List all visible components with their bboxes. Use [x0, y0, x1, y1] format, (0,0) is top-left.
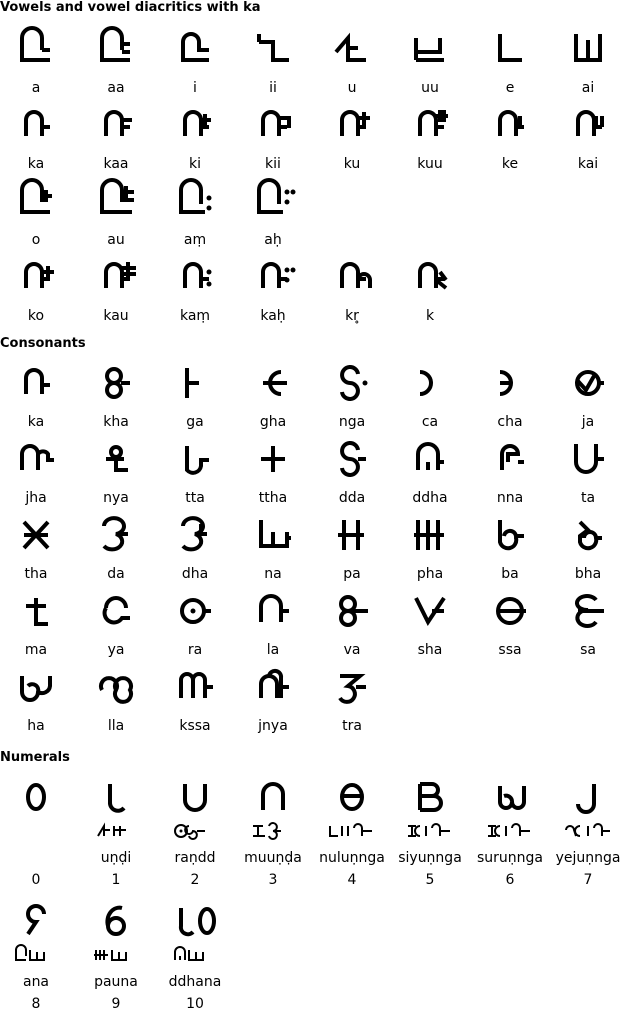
letter-label: aa: [107, 80, 125, 96]
letter-label: ddha: [412, 490, 448, 506]
letter-label: ka: [27, 414, 45, 430]
numeral-word-glyph-icon: [159, 944, 231, 964]
letter-cell: [0, 668, 72, 734]
glyph-ii-icon: [237, 30, 309, 70]
letter-label: ca: [421, 414, 439, 430]
letter-label: ai: [581, 80, 595, 96]
letter-label: jha: [25, 490, 47, 506]
numeral-digit: 4: [347, 872, 357, 888]
letter-cell: [80, 516, 152, 582]
letter-cell: [159, 516, 231, 582]
letter-label: kau: [103, 308, 129, 324]
letter-cell: [80, 440, 152, 506]
letter-cell: [0, 902, 72, 1010]
letter-cell: [474, 516, 546, 582]
letter-label: kssa: [179, 718, 211, 734]
letter-label: kaṃ: [179, 308, 211, 324]
letter-cell: [80, 778, 152, 886]
glyph-ja-icon: [552, 364, 622, 404]
letter-cell: [316, 106, 388, 172]
numeral-word-glyph-icon: [237, 820, 309, 840]
letter-cell: [0, 30, 72, 96]
numeral-digit: 7: [583, 872, 593, 888]
letter-label: tha: [24, 566, 48, 582]
letter-label: ja: [581, 414, 595, 430]
glyph-ga-icon: [159, 364, 231, 404]
letter-cell: [80, 592, 152, 658]
letter-label: kaḥ: [260, 308, 286, 324]
letter-label: kr̥: [345, 308, 359, 324]
letter-label: sa: [580, 642, 596, 658]
glyph-kha-icon: [80, 364, 152, 404]
glyph-ssa-icon: [474, 592, 546, 632]
glyph-tra-icon: [316, 668, 388, 708]
numeral-word-glyph-icon: [80, 820, 152, 840]
letter-cell: [0, 258, 72, 324]
glyph-nga-icon: [316, 364, 388, 404]
glyph-i-icon: [159, 30, 231, 70]
letter-label: lla: [107, 718, 125, 734]
glyph-ta-icon: [552, 440, 622, 480]
letter-cell: [474, 364, 546, 430]
numeral-digit: 10: [186, 996, 204, 1012]
numeral-digit: 5: [425, 872, 435, 888]
letter-cell: [0, 364, 72, 430]
letter-cell: [0, 440, 72, 506]
letter-cell: [394, 30, 466, 96]
glyph-n1-icon: [80, 778, 152, 818]
letter-cell: [0, 778, 72, 886]
letter-label: dda: [338, 490, 366, 506]
letter-label: siyuṇnga: [398, 850, 462, 866]
numeral-digit: 3: [268, 872, 278, 888]
letter-label: ssa: [498, 642, 522, 658]
glyph-kuu-icon: [394, 106, 466, 146]
glyph-n7-icon: [552, 778, 622, 818]
letter-cell: [394, 364, 466, 430]
glyph-uu-icon: [394, 30, 466, 70]
glyph-pa-icon: [316, 516, 388, 556]
letter-label: va: [343, 642, 361, 658]
letter-label: raṇdd: [174, 850, 216, 866]
heading-consonants: Consonants: [0, 336, 86, 351]
glyph-ha-icon: [0, 668, 72, 708]
letter-label: ka: [27, 156, 45, 172]
letter-cell: [474, 440, 546, 506]
glyph-kr-icon: [316, 258, 388, 298]
numeral-word-glyph-icon: [80, 944, 152, 964]
letter-label: kha: [103, 414, 129, 430]
glyph-n6-icon: [474, 778, 546, 818]
letter-label: uu: [421, 80, 439, 96]
glyph-n5-icon: [394, 778, 466, 818]
letter-label: ttha: [258, 490, 288, 506]
numeral-digit: 2: [190, 872, 200, 888]
numeral-word-glyph-icon: [159, 820, 231, 840]
letter-cell: [552, 440, 622, 506]
glyph-o-icon: [0, 182, 72, 222]
glyph-dha-icon: [159, 516, 231, 556]
glyph-n8-icon: [0, 902, 72, 942]
letter-cell: [159, 778, 231, 886]
letter-label: kuu: [417, 156, 443, 172]
letter-cell: [0, 106, 72, 172]
letter-cell: [0, 592, 72, 658]
glyph-gha-icon: [237, 364, 309, 404]
letter-label: na: [264, 566, 282, 582]
letter-label: pa: [343, 566, 361, 582]
letter-cell: [474, 778, 546, 886]
letter-cell: [394, 516, 466, 582]
letter-label: nga: [338, 414, 366, 430]
glyph-n9-icon: [80, 902, 152, 942]
numeral-digit: 8: [31, 996, 41, 1012]
letter-cell: [159, 182, 231, 248]
letter-cell: [316, 30, 388, 96]
letter-cell: [394, 778, 466, 886]
glyph-ka-icon: [0, 364, 72, 404]
letter-cell: [394, 440, 466, 506]
letter-cell: [474, 106, 546, 172]
letter-label: ma: [24, 642, 48, 658]
letter-cell: [394, 258, 466, 324]
letter-cell: [80, 182, 152, 248]
glyph-e-icon: [474, 30, 546, 70]
glyph-dda-icon: [316, 440, 388, 480]
letter-cell: [552, 778, 622, 886]
letter-cell: [237, 516, 309, 582]
letter-label: ku: [343, 156, 361, 172]
numeral-word-glyph-icon: [552, 820, 622, 840]
glyph-va-icon: [316, 592, 388, 632]
letter-cell: [394, 592, 466, 658]
letter-label: ii: [269, 80, 277, 96]
numeral-word-glyph-icon: [316, 820, 388, 840]
letter-cell: [552, 592, 622, 658]
glyph-au-icon: [80, 182, 152, 222]
glyph-ttha-icon: [237, 440, 309, 480]
glyph-ka-icon: [0, 106, 72, 146]
numeral-digit: 9: [111, 996, 121, 1012]
glyph-kah-icon: [237, 258, 309, 298]
glyph-ma-icon: [0, 592, 72, 632]
letter-label: jnya: [258, 718, 288, 734]
glyph-tha-icon: [0, 516, 72, 556]
letter-cell: [552, 30, 622, 96]
letter-label: ha: [27, 718, 45, 734]
glyph-u-icon: [316, 30, 388, 70]
letter-cell: [316, 592, 388, 658]
letter-cell: [80, 30, 152, 96]
letter-label: yejuṇnga: [555, 850, 621, 866]
letter-label: uṇḍi: [100, 850, 132, 866]
glyph-ki-icon: [159, 106, 231, 146]
glyph-ko-icon: [0, 258, 72, 298]
letter-cell: [159, 258, 231, 324]
glyph-n2-icon: [159, 778, 231, 818]
letter-cell: [80, 364, 152, 430]
glyph-ke-icon: [474, 106, 546, 146]
letter-label: cha: [497, 414, 523, 430]
letter-label: da: [107, 566, 125, 582]
letter-cell: [316, 668, 388, 734]
glyph-da-icon: [80, 516, 152, 556]
letter-cell: [237, 30, 309, 96]
letter-cell: [316, 258, 388, 324]
numeral-word-glyph-icon: [394, 820, 466, 840]
numeral-digit: 0: [31, 872, 41, 888]
numeral-digit: 6: [505, 872, 515, 888]
letter-cell: [316, 516, 388, 582]
glyph-ca-icon: [394, 364, 466, 404]
heading-numerals: Numerals: [0, 750, 70, 765]
letter-cell: [237, 364, 309, 430]
glyph-ya-icon: [80, 592, 152, 632]
letter-label: ya: [107, 642, 125, 658]
glyph-n3-icon: [237, 778, 309, 818]
letter-cell: [474, 592, 546, 658]
heading-vowels: Vowels and vowel diacritics with ka: [0, 0, 261, 15]
letter-cell: [552, 106, 622, 172]
glyph-nya-icon: [80, 440, 152, 480]
letter-cell: [237, 258, 309, 324]
letter-label: o: [31, 232, 41, 248]
letter-label: ddhana: [168, 974, 222, 990]
letter-label: ra: [187, 642, 203, 658]
glyph-lla-icon: [80, 668, 152, 708]
glyph-jha-icon: [0, 440, 72, 480]
glyph-kai-icon: [552, 106, 622, 146]
letter-cell: [159, 106, 231, 172]
letter-cell: [159, 592, 231, 658]
letter-label: sha: [417, 642, 443, 658]
letter-label: e: [505, 80, 515, 96]
glyph-kau-icon: [80, 258, 152, 298]
letter-cell: [237, 440, 309, 506]
glyph-na-icon: [237, 516, 309, 556]
glyph-kii-icon: [237, 106, 309, 146]
letter-label: tra: [342, 718, 362, 734]
letter-cell: [0, 516, 72, 582]
glyph-sa-icon: [552, 592, 622, 632]
letter-label: ga: [186, 414, 204, 430]
letter-label: gha: [259, 414, 287, 430]
letter-label: nuluṇnga: [319, 850, 385, 866]
letter-label: suruṇnga: [476, 850, 543, 866]
letter-label: au: [107, 232, 125, 248]
glyph-am-icon: [159, 182, 231, 222]
letter-label: k: [425, 308, 435, 324]
letter-label: ke: [501, 156, 519, 172]
letter-label: nya: [103, 490, 129, 506]
letter-label: kii: [265, 156, 281, 172]
letter-cell: [80, 668, 152, 734]
glyph-kam-icon: [159, 258, 231, 298]
letter-label: dha: [181, 566, 209, 582]
letter-label: aṃ: [183, 232, 207, 248]
glyph-a-icon: [0, 30, 72, 70]
letter-cell: [80, 902, 152, 1010]
letter-cell: [159, 364, 231, 430]
letter-label: tta: [185, 490, 205, 506]
glyph-ra-icon: [159, 592, 231, 632]
glyph-n4-icon: [316, 778, 388, 818]
glyph-pha-icon: [394, 516, 466, 556]
letter-label: kaa: [103, 156, 129, 172]
glyph-k-icon: [394, 258, 466, 298]
letter-label: la: [266, 642, 280, 658]
letter-cell: [159, 902, 231, 1010]
letter-cell: [394, 106, 466, 172]
letter-label: aḥ: [264, 232, 282, 248]
numeral-word-glyph-icon: [0, 944, 72, 964]
glyph-nna-icon: [474, 440, 546, 480]
letter-label: muuṇḍa: [244, 850, 302, 866]
letter-label: ta: [580, 490, 596, 506]
letter-cell: [552, 364, 622, 430]
letter-cell: [159, 668, 231, 734]
glyph-ba-icon: [474, 516, 546, 556]
glyph-ah-icon: [237, 182, 309, 222]
letter-label: pauna: [94, 974, 138, 990]
letter-label: ki: [189, 156, 201, 172]
glyph-ku-icon: [316, 106, 388, 146]
letter-label: ba: [501, 566, 519, 582]
letter-label: nna: [496, 490, 524, 506]
letter-label: ko: [27, 308, 45, 324]
glyph-n10-icon: [159, 902, 231, 942]
letter-label: ana: [22, 974, 50, 990]
glyph-tta-icon: [159, 440, 231, 480]
letter-cell: [159, 30, 231, 96]
letter-label: pha: [416, 566, 444, 582]
glyph-la-icon: [237, 592, 309, 632]
glyph-aa-icon: [80, 30, 152, 70]
glyph-bha-icon: [552, 516, 622, 556]
glyph-cha-icon: [474, 364, 546, 404]
glyph-kssa-icon: [159, 668, 231, 708]
glyph-ai-icon: [552, 30, 622, 70]
letter-label: bha: [574, 566, 602, 582]
glyph-n0-icon: [0, 778, 72, 818]
letter-cell: [237, 668, 309, 734]
letter-cell: [237, 106, 309, 172]
letter-label: i: [193, 80, 197, 96]
letter-label: a: [31, 80, 41, 96]
letter-cell: [80, 106, 152, 172]
letter-cell: [237, 592, 309, 658]
numeral-word-glyph-icon: [474, 820, 546, 840]
glyph-jnya-icon: [237, 668, 309, 708]
letter-cell: [552, 516, 622, 582]
letter-cell: [159, 440, 231, 506]
letter-cell: [237, 182, 309, 248]
letter-cell: [237, 778, 309, 886]
letter-cell: [316, 778, 388, 886]
letter-label: kai: [577, 156, 599, 172]
letter-cell: [316, 364, 388, 430]
letter-cell: [316, 440, 388, 506]
letter-label: u: [347, 80, 357, 96]
glyph-ddha-icon: [394, 440, 466, 480]
numeral-digit: 1: [111, 872, 121, 888]
glyph-kaa-icon: [80, 106, 152, 146]
glyph-sha-icon: [394, 592, 466, 632]
letter-cell: [0, 182, 72, 248]
letter-cell: [474, 30, 546, 96]
letter-cell: [80, 258, 152, 324]
